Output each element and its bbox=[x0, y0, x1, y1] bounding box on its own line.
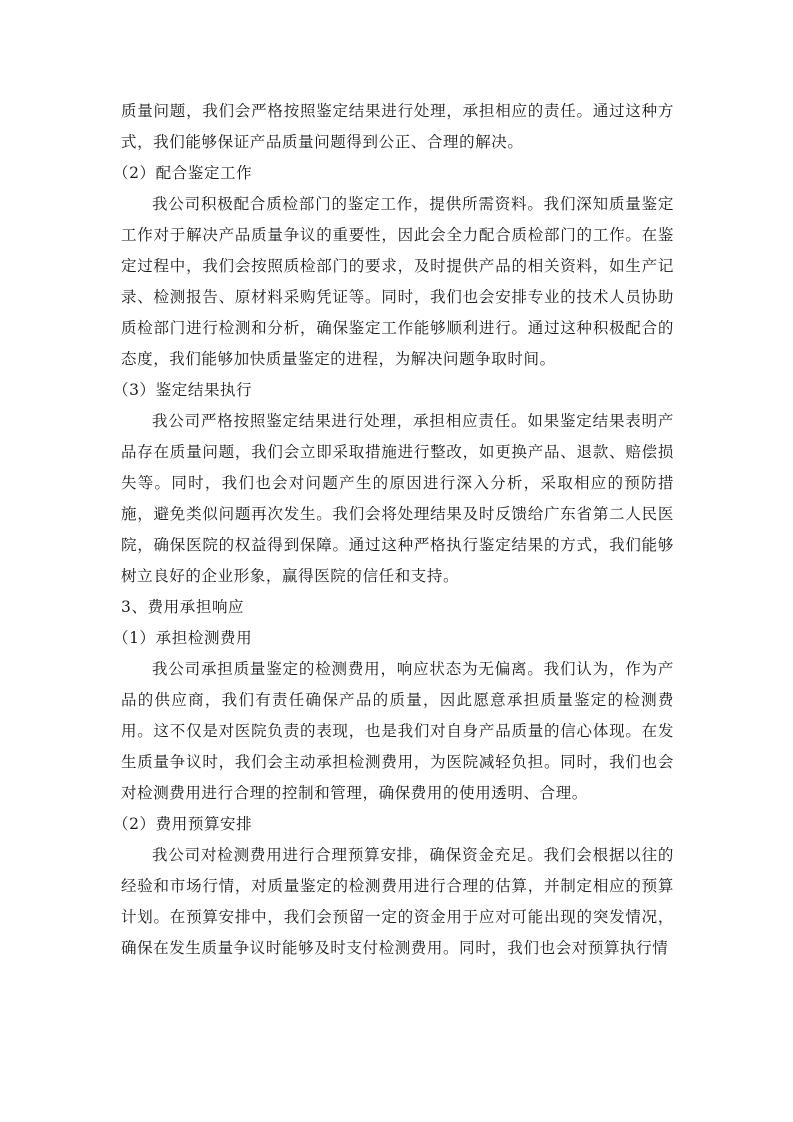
paragraph-quality-issue-conclusion: 质量问题，我们会严格按照鉴定结果进行处理，承担相应的责任。通过这种方式，我们能够保证产品质量问题得到公正、合理的解决。 bbox=[121, 102, 674, 151]
subheading-appraisal-result-execution: （3）鉴定结果执行 bbox=[113, 381, 253, 399]
paragraph-cooperate-appraisal: 我公司积极配合质检部门的鉴定工作，提供所需资料。我们深知质量鉴定工作对于解决产品质量争议的重要性，因此会全力配合质检部门的工作。在鉴定过程中，我们会按照质检部门的要求，及时提供产品的相关资料，如生产记录、检测报告、原材料采购凭证等。同时，我们也会安排专业的技术人员协助质检部门进行检测和分析，确保鉴定工作能够顺利进行。通过这种积极配合的态度，我们能够加快质量鉴定的进程，为解决问题争取时间。 bbox=[121, 195, 674, 368]
paragraph-appraisal-result-execution: 我公司严格按照鉴定结果进行处理，承担相应责任。如果鉴定结果表明产品存在质量问题，我们会立即采取措施进行整改，如更换产品、退款、赔偿损失等。同时，我们也会对问题产生的原因进行深入分析，采取相应的预防措施，避免类似问题再次发生。我们会将处理结果及时反馈给广东省第二人民医院，确保医院的权益得到保障。通过这种严格执行鉴定结果的方式，我们能够树立良好的企业形象，赢得医院的信任和支持。 bbox=[121, 412, 674, 585]
subheading-bear-testing-cost: （1）承担检测费用 bbox=[113, 629, 253, 647]
paragraph-bear-testing-cost: 我公司承担质量鉴定的检测费用，响应状态为无偏离。我们认为，作为产品的供应商，我们有责任确保产品的质量，因此愿意承担质量鉴定的检测费用。这不仅是对医院负责的表现，也是我们对自身产品质量的信心体现。在发生质量争议时，我们会主动承担检测费用，为医院减轻负担。同时，我们也会对检测费用进行合理的控制和管理，确保费用的使用透明、合理。 bbox=[121, 660, 674, 802]
subheading-cost-budget: （2）费用预算安排 bbox=[113, 815, 253, 833]
subheading-cooperate-appraisal: （2）配合鉴定工作 bbox=[113, 164, 253, 182]
section-heading-cost-bearing: 3、费用承担响应 bbox=[121, 598, 245, 616]
document-body bbox=[113, 96, 674, 964]
paragraph-cost-budget: 我公司对检测费用进行合理预算安排，确保资金充足。我们会根据以往的经验和市场行情，对质量鉴定的检测费用进行合理的估算，并制定相应的预算计划。在预算安排中，我们会预留一定的资金用于应对可能出现的突发情况，确保在发生质量争议时能够及时支付检测费用。同时，我们也会对预算执行情 bbox=[121, 846, 674, 957]
